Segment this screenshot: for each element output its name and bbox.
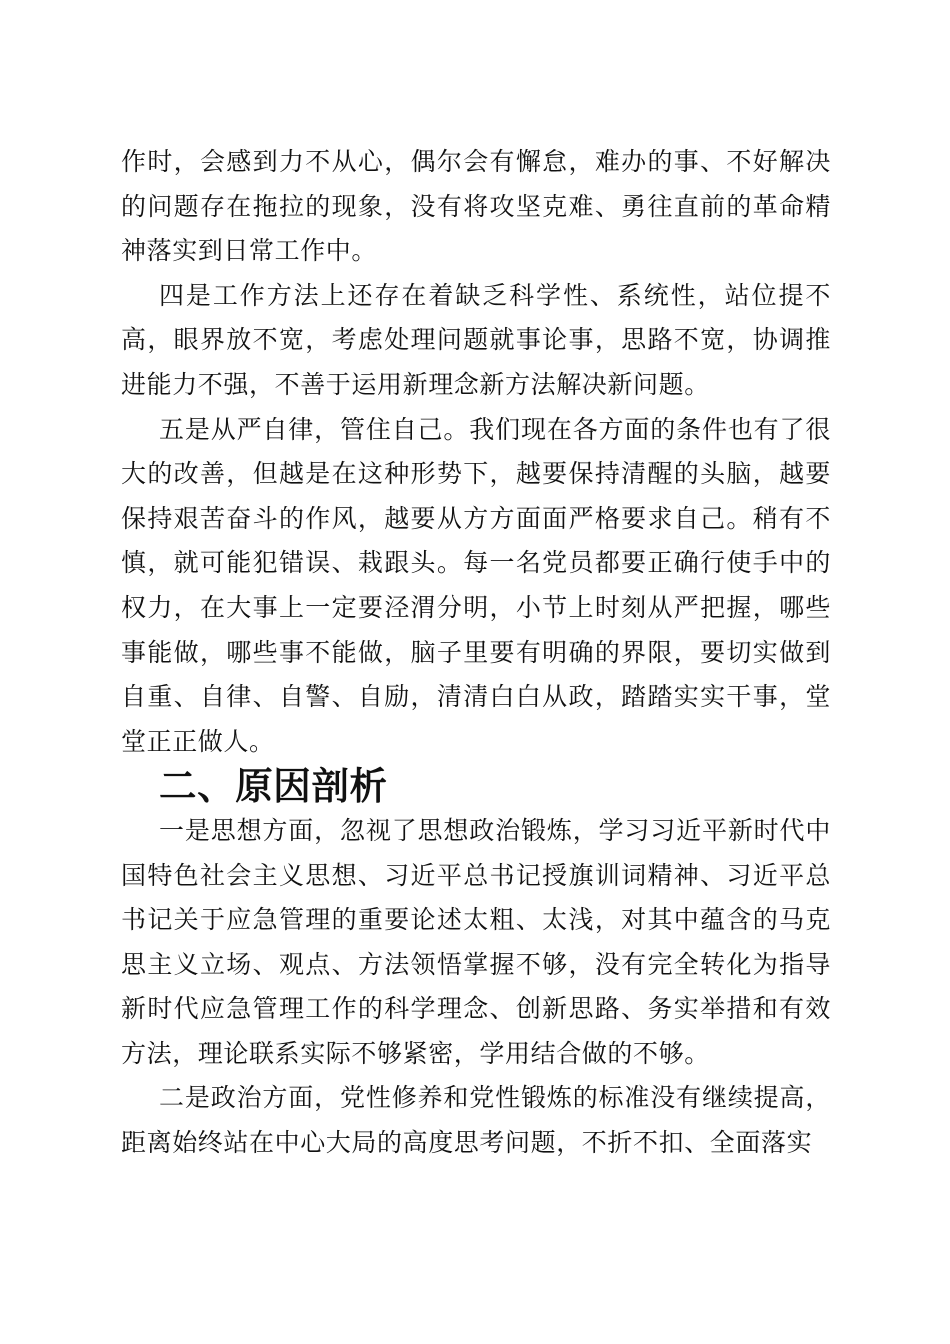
- paragraph-point-four: 四是工作方法上还存在着缺乏科学性、系统性，站位提不高，眼界放不宽，考虑处理问题就事论事，思路不宽，协调推进能力不强，不善于运用新理念新方法解决新问题。: [121, 280, 831, 399]
- paragraph-point-five: 五是从严自律，管住自己。我们现在各方面的条件也有了很大的改善，但越是在这种形势下，越要保持清醒的头脑，越要保持艰苦奋斗的作风，越要从方方面面严格要求自己。稍有不慎，就可能犯错误、栽跟头。每一名党员都要正确行使手中的权力，在大事上一定要泾渭分明，小节上时刻从严把握，哪些事能做，哪些事不能做，脑子里要有明确的界限，要切实做到自重、自律、自警、自励，清清白白从政，踏踏实实干事，堂堂正正做人。: [121, 414, 831, 756]
- paragraph-continuation: 作时，会感到力不从心，偶尔会有懈怠，难办的事、不好解决的问题存在拖拉的现象，没有将攻坚克难、勇往直前的革命精神落实到日常工作中。: [121, 147, 831, 266]
- section-heading-cause-analysis: 二、原因剖析: [159, 764, 388, 809]
- document-body: [121, 140, 831, 1166]
- paragraph-cause-two: 二是政治方面，党性修养和党性锻炼的标准没有继续提高，距离始终站在中心大局的高度思考问题，不折不扣、全面落实: [121, 1083, 831, 1158]
- paragraph-cause-one: 一是思想方面，忽视了思想政治锻炼，学习习近平新时代中国特色社会主义思想、习近平总书记授旗训词精神、习近平总书记关于应急管理的重要论述太粗、太浅，对其中蕴含的马克思主义立场、观点、方法领悟掌握不够，没有完全转化为指导新时代应急管理工作的科学理念、创新思路、务实举措和有效方法，理论联系实际不够紧密，学用结合做的不够。: [121, 815, 831, 1068]
